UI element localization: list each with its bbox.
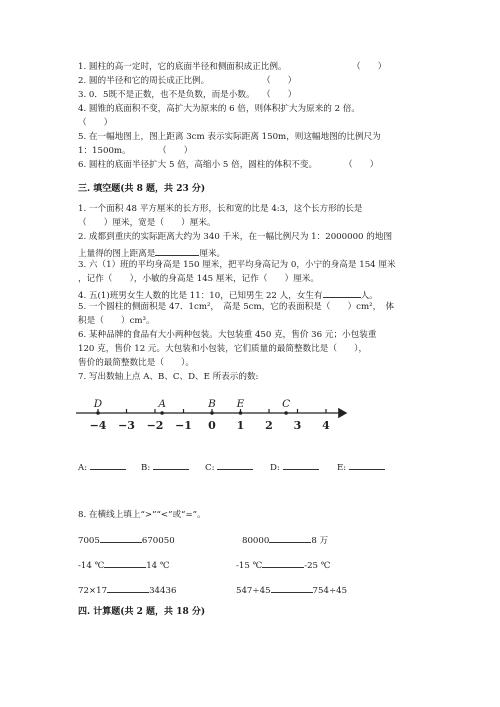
answer-b-label: B:	[141, 463, 151, 473]
compare-r2-right-blank[interactable]	[262, 558, 304, 568]
answer-d	[270, 460, 319, 474]
compare-r2-left	[78, 558, 169, 572]
fill-q2-unit: 厘米。	[199, 249, 226, 259]
judge-q5-paren: （ ）	[158, 146, 193, 156]
fill-q6-line3: 售价的最简整数比是（ ）。	[78, 358, 195, 368]
answer-e-label: E:	[337, 463, 347, 473]
point-a-dot	[160, 411, 164, 415]
fill-q1-line2: （ ）厘米，宽是（ ）厘米。	[78, 218, 216, 228]
axis-tick-label: 3	[293, 419, 302, 432]
answer-d-blank[interactable]	[283, 460, 319, 470]
axis-tick-label: −2	[146, 419, 164, 432]
axis-tick-label: −1	[175, 419, 192, 432]
compare-r1-left	[78, 533, 175, 547]
answer-a	[78, 460, 126, 474]
compare-intro: 8. 在横线上填上“>”“<”或“=”。	[78, 510, 206, 520]
judge-q4: 4. 圆锥的底面积不变，高扩大为原来的 6 倍，则体积扩大为原来的 2 倍。	[78, 104, 361, 114]
compare-r2-right-b: -25 ℃	[304, 561, 331, 571]
point-e-dot	[239, 411, 243, 415]
axis-tick-label: 1	[236, 419, 245, 432]
fill-q6-line1: 6. 某种品牌的食品有大小两种包装。大包装重 450 克，售价 36 元；小包装重	[78, 330, 377, 340]
answer-d-label: D:	[270, 463, 280, 473]
answer-c	[205, 460, 253, 474]
fill-q5-line2: 积是（ ）cm³。	[78, 316, 155, 326]
point-b-dot	[210, 411, 214, 415]
compare-r2-right	[236, 558, 330, 572]
compare-r1-right-blank[interactable]	[269, 533, 311, 543]
axis-tick-label: −3	[118, 419, 135, 432]
point-c-label: C	[282, 398, 291, 410]
fill-q2-line1: 2. 成都到重庆的实际距离大约为 340 千米，在一幅比例尺为 1：2000000 的地图	[78, 232, 393, 242]
section3-heading: 三. 填空题(共 8 题，共 23 分)	[78, 184, 206, 194]
compare-r3-right-b: 754÷45	[312, 586, 348, 596]
judge-q6: 6. 圆柱的底面半径扩大 5 倍，高缩小 5 倍，圆柱的体积不变。	[78, 160, 318, 170]
compare-r2-left-b: 14 ℃	[146, 561, 170, 571]
judge-q6-paren: （ ）	[344, 160, 379, 170]
judge-q1-text: 1. 圆柱的高一定时，它的底面半径和侧面积成正比例。	[78, 62, 287, 72]
axis-tick-label: 4	[322, 419, 330, 432]
answer-e-blank[interactable]	[349, 460, 385, 470]
fill-q3-line1: 3. 六（1）班的平均身高是 150 厘米，把平均身高记为 0，小宁的身高是 154 厘米	[78, 260, 396, 270]
judge-q4-paren: （ ）	[78, 118, 113, 128]
compare-r3-left-a: 72×17	[78, 586, 108, 596]
answer-b-blank[interactable]	[153, 460, 189, 470]
compare-r1-right	[242, 533, 328, 547]
judge-q3-paren: （ ）	[262, 90, 297, 100]
compare-r3-left-b: 34436	[149, 586, 177, 596]
judge-q2-paren: （ ）	[262, 76, 297, 86]
answer-a-blank[interactable]	[90, 460, 126, 470]
compare-r1-left-a: 7005	[78, 536, 100, 546]
compare-r3-right	[236, 583, 347, 597]
compare-r1-right-a: 80000	[242, 536, 270, 546]
point-a-label: A	[158, 398, 166, 410]
point-c-dot	[284, 411, 288, 415]
judge-q1-paren: （ ）	[352, 62, 387, 72]
compare-r2-left-blank[interactable]	[104, 558, 146, 568]
judge-q2: 2. 圆的半径和它的周长成正比例。	[78, 76, 210, 86]
answer-c-label: C:	[205, 463, 215, 473]
point-b-label: B	[208, 398, 216, 410]
axis-tick-label: −4	[89, 419, 107, 432]
fill-q5-line1: 5. 一个圆柱的侧面积是 47．1cm²， 高是 5cm，它的表面积是（ ）cm²， 体	[78, 302, 395, 312]
fill-q4-text: 4. 五(1)班男女生人数的比是 11：10，已知男生 22 人，女生有	[78, 291, 323, 301]
compare-r3-left-blank[interactable]	[107, 583, 149, 593]
answer-e	[337, 460, 385, 474]
point-d-dot	[96, 411, 100, 415]
fill-q3-line2: ，记作（ ），小敏的身高是 145 厘米，记作（ ）厘米。	[78, 274, 320, 284]
judge-q5-line2: 1：1500m。	[78, 146, 131, 156]
compare-r3-left	[78, 583, 176, 597]
compare-r1-right-b: 8 万	[311, 536, 329, 546]
axis-tick-label: 2	[265, 419, 273, 432]
fill-q2-text: 上量得的图上距离是	[78, 249, 156, 259]
compare-r3-right-a: 547÷45	[236, 586, 271, 596]
compare-r3-right-blank[interactable]	[271, 583, 313, 593]
compare-r2-left-a: -14 ℃	[78, 561, 105, 571]
compare-r2-right-a: -15 ℃	[236, 561, 263, 571]
axis-tick-label: 0	[208, 419, 216, 432]
answer-a-label: A:	[78, 463, 88, 473]
judge-q5: 5. 在一幅地图上，图上距离 3cm 表示实际距离 150m，则这幅地图的比例尺为	[78, 132, 381, 142]
section4-heading: 四. 计算题(共 2 题，共 18 分)	[78, 607, 206, 617]
point-d-label: D	[93, 398, 103, 410]
fill-q1-line1: 1. 一个面积 48 平方厘米的长方形，长和宽的比是 4:3，这个长方形的长是	[78, 204, 363, 214]
point-e-label: E	[236, 398, 245, 410]
answer-c-blank[interactable]	[217, 460, 253, 470]
fill-q4-unit: 人。	[360, 291, 378, 301]
judge-q3: 3. 0．5既不是正数，也不是负数，而是小数。	[78, 90, 255, 100]
compare-r1-left-blank[interactable]	[100, 533, 142, 543]
fill-q7: 7. 写出数轴上点 A、B、C、D、E 所表示的数:	[78, 372, 259, 382]
fill-q6-line2: 120 克，售价 12 元。大包装和小包装，它们质量的最简整数比是（ ），	[78, 344, 368, 354]
answer-b	[141, 460, 189, 474]
compare-r1-left-b: 670050	[141, 536, 175, 546]
